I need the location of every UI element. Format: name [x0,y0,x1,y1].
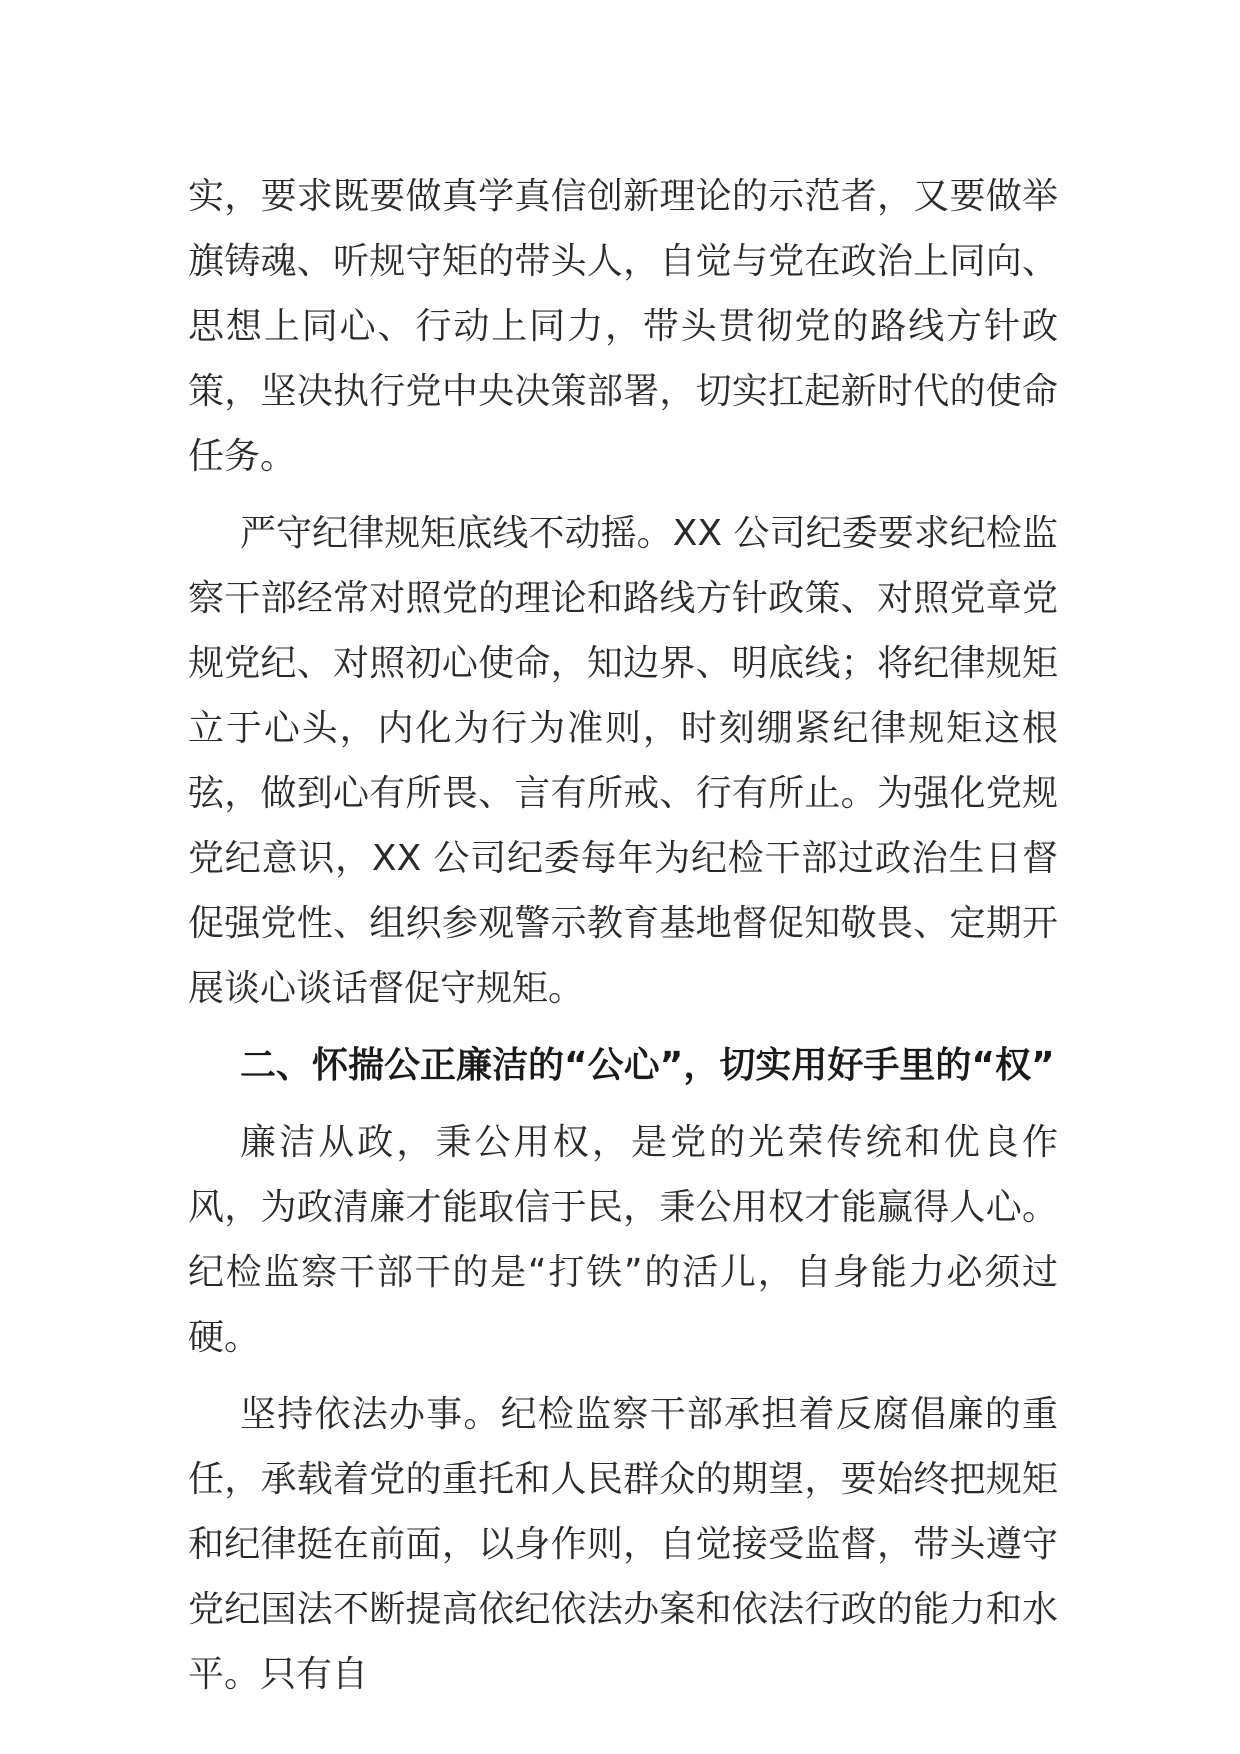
paragraph-clean-governance: 廉洁从政，秉公用权，是党的光荣传统和优良作风，为政清廉才能取信于民，秉公用权才能赢得人心。纪检监察干部干的是“打铁”的活儿，自身能力必须过硬。 [188,1122,1058,1358]
document-body [188,164,1058,1719]
paragraph-discipline-bottom-line: 严守纪律规矩底线不动摇。XX 公司纪委要求纪检监察干部经常对照党的理论和路线方针政策、对照党章党规党纪、对照初心使命，知边界、明底线；将纪律规矩立于心头，内化为行为准则，时刻绷紧纪律规矩这根弦，做到心有所畏、言有所戒、行有所止。为强化党规党纪意识，XX 公司纪委每年为纪检干部过政治生日督促强党性、组织参观警示教育基地督促知敬畏、定期开展谈心谈话督促守规矩。 [188,513,1058,1009]
section-heading-2: 二、怀揣公正廉洁的“公心”，切实用好手里的“权” [240,1045,1055,1086]
paragraph-continued-intro: 实，要求既要做真学真信创新理论的示范者，又要做举旗铸魂、听规守矩的带头人，自觉与党在政治上同向、思想上同心、行动上同力，带头贯彻党的路线方针政策，坚决执行党中央决策部署，切实扛起新时代的使命任务。 [188,176,1058,477]
paragraph-law-based-work: 坚持依法办事。纪检监察干部承担着反腐倡廉的重任，承载着党的重托和人民群众的期望，要始终把规矩和纪律挺在前面，以身作则，自觉接受监督，带头遵守党纪国法不断提高依纪依法办案和依法行政的能力和水平。只有自 [188,1394,1058,1695]
